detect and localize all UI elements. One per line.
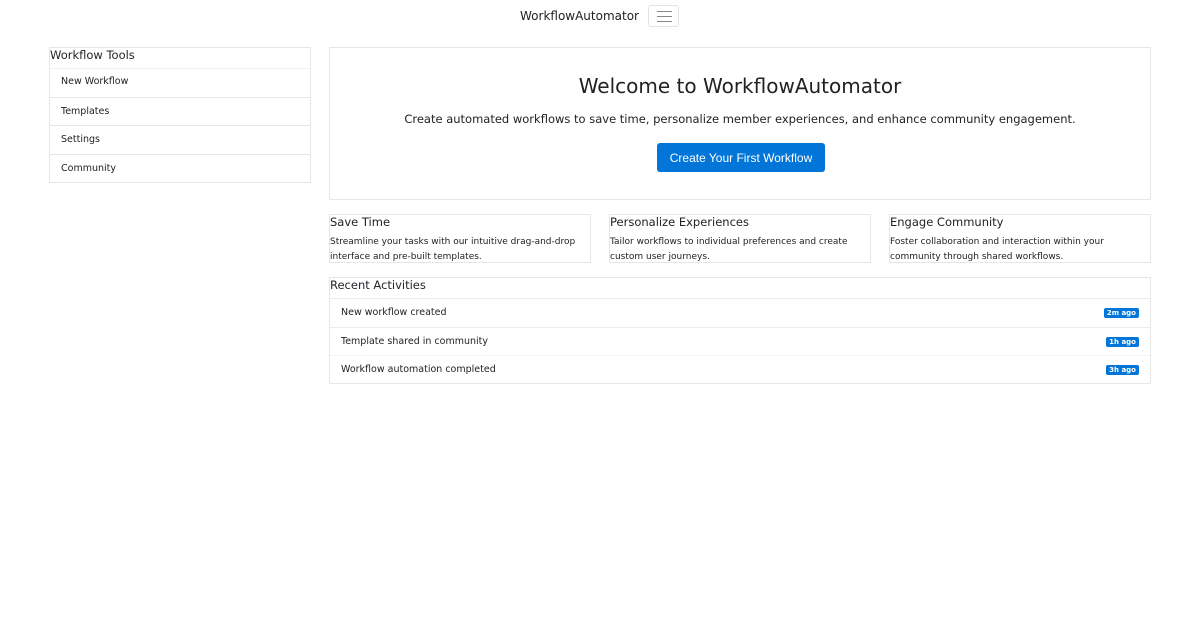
feature-title: Engage Community [890,215,1004,229]
sidebar-item-community[interactable]: Community [50,154,310,183]
feature-card-personalize [609,214,871,263]
feature-text: Foster collaboration and interaction within your community through shared workflows. [890,237,1104,262]
feature-text: Streamline your tasks with our intuitive drag-and-drop interface and pre-built templates. [330,237,576,262]
hamburger-icon-line [657,21,672,22]
sidebar-item-settings[interactable]: Settings [50,125,310,154]
activity-item [330,298,1150,327]
feature-card-engage [889,214,1151,263]
hero-subtitle: Create automated workflows to save time, personalize member experiences, and enhance community engagement. [404,112,1076,126]
sidebar [49,47,311,183]
time-badge: 3h ago [1106,365,1139,375]
recent-activities-title: Recent Activities [330,278,426,292]
recent-activities [329,277,1151,384]
sidebar-item-templates[interactable]: Templates [50,97,310,126]
hamburger-icon [657,11,672,12]
feature-text: Tailor workflows to individual preferences and create custom user journeys. [610,237,848,262]
sidebar-item-new-workflow[interactable]: New Workflow [61,76,129,87]
activity-text: Workflow automation completed [341,364,496,375]
navbar-toggle-button[interactable] [648,5,679,27]
create-first-workflow-button[interactable]: Create Your First Workflow [657,143,825,172]
sidebar-title: Workflow Tools [50,48,310,69]
activity-item [330,327,1150,356]
welcome-hero [329,47,1151,200]
feature-card-save-time [329,214,591,263]
feature-title: Save Time [330,215,391,229]
time-badge: 1h ago [1106,337,1139,347]
hamburger-icon-line [657,16,672,17]
hero-title: Welcome to WorkflowAutomator [578,74,902,98]
activity-text: New workflow created [341,307,447,318]
activity-text: Template shared in community [341,335,489,347]
time-badge: 2m ago [1104,308,1139,318]
brand-title[interactable]: WorkflowAutomator [520,9,639,23]
activity-item [330,355,1150,384]
feature-title: Personalize Experiences [610,215,749,229]
